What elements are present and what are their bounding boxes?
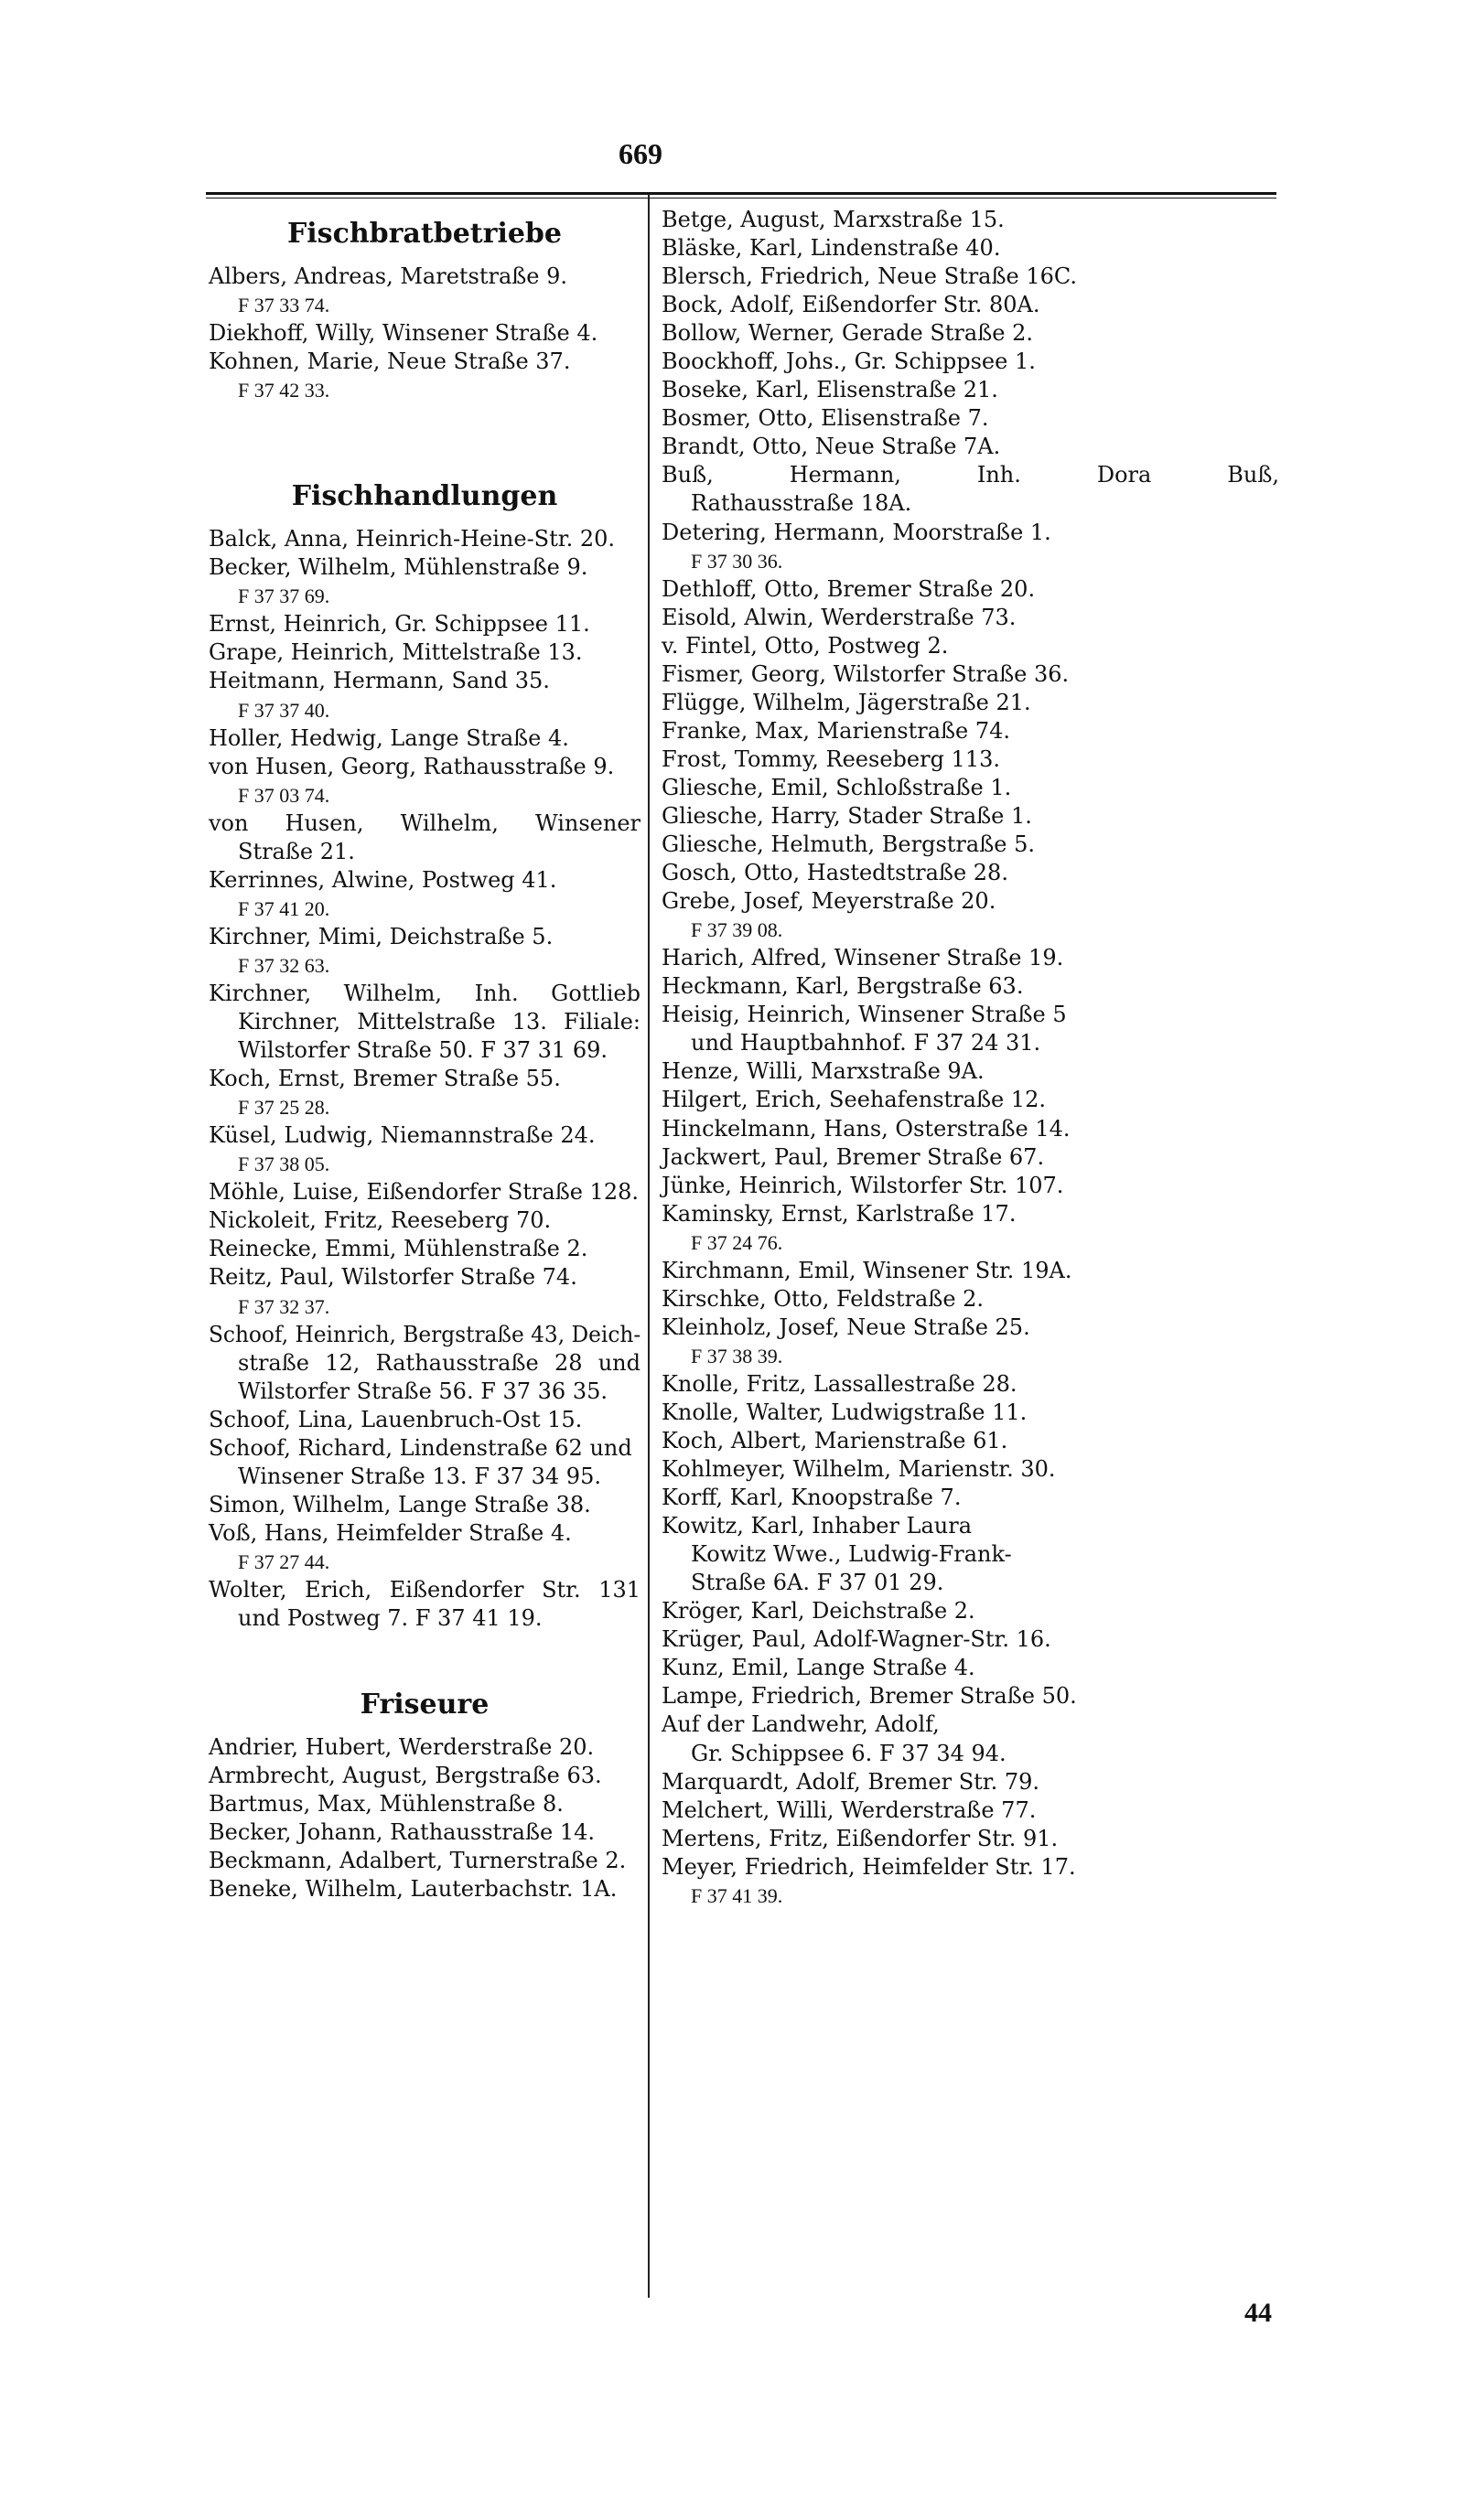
phone-line: F 37 37 40. — [238, 698, 330, 722]
entry-line: Gliesche, Emil, Schloßstraße 1. — [662, 774, 1012, 800]
entry-line: Wolter, Erich, Eißendorfer Str. 131 — [209, 1576, 640, 1603]
page-number: 669 — [619, 137, 662, 170]
entry-line: Henze, Willi, Marxstraße 9A. — [662, 1058, 985, 1085]
entry-line: Marquardt, Adolf, Bremer Str. 79. — [662, 1768, 1040, 1795]
phone-line: F 37 30 36. — [691, 549, 783, 573]
fischhandlungen-entries — [209, 525, 640, 1633]
entry-line: Balck, Anna, Heinrich-Heine-Str. 20. — [209, 526, 616, 552]
entry-continuation: straße 12, Rathausstraße 28 und — [238, 1349, 640, 1376]
entry-line: Flügge, Wilhelm, Jägerstraße 21. — [662, 689, 1031, 715]
entry-line: Lampe, Friedrich, Bremer Straße 50. — [662, 1683, 1077, 1710]
entry-line: Hinckelmann, Hans, Osterstraße 14. — [662, 1115, 1071, 1142]
entry-line: Heckmann, Karl, Bergstraße 63. — [662, 973, 1024, 1000]
entry-line: Becker, Johann, Rathausstraße 14. — [209, 1819, 596, 1846]
right-column — [662, 206, 1279, 1910]
entry-line: Diekhoff, Willy, Winsener Straße 4. — [209, 320, 598, 347]
entry-line: Buß, Hermann, Inh. Dora Buß, — [662, 462, 1279, 488]
phone-line: F 37 42 33. — [238, 379, 330, 402]
entry-line: von Husen, Georg, Rathausstraße 9. — [209, 753, 615, 779]
entry-continuation: Straße 21. — [238, 838, 355, 864]
entry-line: Bartmus, Max, Mühlenstraße 8. — [209, 1791, 564, 1818]
entry-continuation: Wilstorfer Straße 50. F 37 31 69. — [238, 1037, 608, 1064]
entry-line: Küsel, Ludwig, Niemannstraße 24. — [209, 1122, 596, 1149]
entry-line: Kleinholz, Josef, Neue Straße 25. — [662, 1314, 1030, 1340]
entry-line: Möhle, Luise, Eißendorfer Straße 128. — [209, 1179, 639, 1206]
phone-line: F 37 32 37. — [238, 1294, 330, 1318]
entry-line: Schoof, Lina, Lauenbruch-Ost 15. — [209, 1406, 583, 1432]
entry-line: Bock, Adolf, Eißendorfer Str. 80A. — [662, 292, 1040, 318]
entry-line: Grape, Heinrich, Mittelstraße 13. — [209, 639, 583, 666]
entry-line: Beneke, Wilhelm, Lauterbachstr. 1A. — [209, 1876, 618, 1903]
entry-line: Kohlmeyer, Wilhelm, Marienstr. 30. — [662, 1456, 1056, 1483]
entry-line: Fismer, Georg, Wilstorfer Straße 36. — [662, 660, 1070, 687]
entry-continuation: Kowitz Wwe., Ludwig-Frank- — [691, 1541, 1012, 1568]
section-heading-fischbratbetriebe: Fischbratbetriebe — [286, 218, 562, 250]
header-rule — [206, 192, 1276, 195]
entry-continuation: und Postweg 7. F 37 41 19. — [238, 1605, 543, 1632]
entry-line: Kohnen, Marie, Neue Straße 37. — [209, 349, 571, 375]
entry-line: Korff, Karl, Knoopstraße 7. — [662, 1485, 962, 1511]
entry-continuation: Kirchner, Mittelstraße 13. Filiale: — [238, 1009, 640, 1035]
section-heading-fischhandlungen: Fischhandlungen — [291, 480, 558, 513]
entry-line: Franke, Max, Marienstraße 74. — [662, 717, 1011, 744]
entry-line: Grebe, Josef, Meyerstraße 20. — [662, 888, 996, 915]
entry-line: Kowitz, Karl, Inhaber Laura — [662, 1513, 972, 1539]
entry-line: Boseke, Karl, Elisenstraße 21. — [662, 377, 998, 403]
phone-line: F 37 24 76. — [691, 1230, 783, 1254]
phone-line: F 37 41 39. — [691, 1883, 783, 1907]
entry-line: Detering, Hermann, Moorstraße 1. — [662, 519, 1051, 545]
entry-line: Schoof, Heinrich, Bergstraße 43, Deich- — [209, 1321, 641, 1347]
phone-line: F 37 39 08. — [691, 918, 783, 942]
left-column — [209, 206, 640, 1903]
entry-line: v. Fintel, Otto, Postweg 2. — [662, 632, 949, 659]
entry-continuation: Rathausstraße 18A. — [691, 490, 912, 517]
entry-line: Betge, August, Marxstraße 15. — [662, 207, 1005, 232]
entry-line: Gliesche, Helmuth, Bergstraße 5. — [662, 831, 1035, 858]
entry-line: Beckmann, Adalbert, Turnerstraße 2. — [209, 1848, 627, 1874]
column-divider — [648, 194, 650, 2298]
phone-line: F 37 41 20. — [238, 896, 330, 920]
entry-continuation: Wilstorfer Straße 56. F 37 36 35. — [238, 1378, 608, 1404]
phone-line: F 37 25 28. — [238, 1096, 330, 1120]
entry-line: Dethloff, Otto, Bremer Straße 20. — [662, 575, 1036, 602]
entry-line: Kröger, Karl, Deichstraße 2. — [662, 1598, 975, 1625]
entry-line: Frost, Tommy, Reeseberg 113. — [662, 745, 1000, 772]
entry-line: Meyer, Friedrich, Heimfelder Str. 17. — [662, 1853, 1076, 1880]
entry-line: Koch, Albert, Marienstraße 61. — [662, 1428, 1008, 1454]
entry-line: Jünke, Heinrich, Wilstorfer Str. 107. — [662, 1172, 1064, 1198]
fischbratbetriebe-entries — [209, 263, 640, 404]
entry-line: Kirschke, Otto, Feldstraße 2. — [662, 1285, 985, 1312]
entry-line: Eisold, Alwin, Werderstraße 73. — [662, 604, 1017, 630]
entry-line: Reitz, Paul, Wilstorfer Straße 74. — [209, 1264, 577, 1291]
entry-line: Harich, Alfred, Winsener Straße 19. — [662, 945, 1064, 971]
phone-line: F 37 27 44. — [238, 1550, 330, 1573]
entry-line: Becker, Wilhelm, Mühlenstraße 9. — [209, 554, 588, 581]
entry-line: Koch, Ernst, Bremer Straße 55. — [209, 1066, 561, 1092]
entry-line: Schoof, Richard, Lindenstraße 62 und — [209, 1434, 632, 1461]
phone-line: F 37 03 74. — [238, 783, 330, 807]
entry-line: Melchert, Willi, Werderstraße 77. — [662, 1796, 1037, 1823]
entry-line: Jackwert, Paul, Bremer Straße 67. — [662, 1143, 1045, 1170]
friseure-entries — [209, 1733, 640, 1903]
entry-line: Heitmann, Hermann, Sand 35. — [209, 668, 550, 694]
phone-line: F 37 38 05. — [238, 1153, 330, 1176]
entry-line: Kirchmann, Emil, Winsener Str. 19A. — [662, 1257, 1072, 1283]
entry-continuation: Winsener Straße 13. F 37 34 95. — [238, 1463, 601, 1489]
entry-line: von Husen, Wilhelm, Winsener — [209, 810, 640, 836]
entry-line: Holler, Hedwig, Lange Straße 4. — [209, 724, 569, 751]
entry-line: Simon, Wilhelm, Lange Straße 38. — [209, 1491, 591, 1517]
entry-line: Mertens, Fritz, Eißendorfer Str. 91. — [662, 1825, 1059, 1851]
entry-continuation: Gr. Schippsee 6. F 37 34 94. — [691, 1740, 1006, 1766]
entry-line: Knolle, Walter, Ludwigstraße 11. — [662, 1399, 1028, 1425]
entry-line: Armbrecht, August, Bergstraße 63. — [209, 1763, 602, 1789]
entry-continuation: und Hauptbahnhof. F 37 24 31. — [691, 1030, 1041, 1056]
entry-line: Brandt, Otto, Neue Straße 7A. — [662, 434, 1001, 460]
entry-line: Bollow, Werner, Gerade Straße 2. — [662, 320, 1033, 347]
entry-line: Gosch, Otto, Hastedtstraße 28. — [662, 860, 1008, 886]
entry-line: Heisig, Heinrich, Winsener Straße 5 — [662, 1002, 1067, 1028]
entry-continuation: Straße 6A. F 37 01 29. — [691, 1570, 944, 1596]
footer-number: 44 — [1244, 2298, 1272, 2328]
entry-line: Nickoleit, Fritz, Reeseberg 70. — [209, 1207, 552, 1234]
entry-line: Blersch, Friedrich, Neue Straße 16C. — [662, 263, 1078, 290]
phone-line: F 37 33 74. — [238, 294, 330, 317]
entry-line: Auf der Landwehr, Adolf, — [662, 1711, 940, 1738]
entry-line: Bläske, Karl, Lindenstraße 40. — [662, 235, 1001, 262]
phone-line: F 37 37 69. — [238, 584, 330, 608]
entry-line: Ernst, Heinrich, Gr. Schippsee 11. — [209, 611, 590, 638]
entry-line: Kunz, Emil, Lange Straße 4. — [662, 1655, 975, 1681]
phone-line: F 37 32 63. — [238, 953, 330, 977]
entry-line: Voß, Hans, Heimfelder Straße 4. — [209, 1519, 572, 1546]
entry-line: Bosmer, Otto, Elisenstraße 7. — [662, 405, 989, 432]
entry-line: Gliesche, Harry, Stader Straße 1. — [662, 802, 1032, 829]
entry-line: Kirchner, Mimi, Deichstraße 5. — [209, 923, 554, 949]
phone-line: F 37 38 39. — [691, 1344, 783, 1367]
entry-line: Kirchner, Wilhelm, Inh. Gottlieb — [209, 980, 640, 1006]
entry-line: Reinecke, Emmi, Mühlenstraße 2. — [209, 1236, 588, 1262]
entry-line: Kaminsky, Ernst, Karlstraße 17. — [662, 1200, 1017, 1227]
entry-line: Kerrinnes, Alwine, Postweg 41. — [209, 866, 557, 893]
entry-line: Andrier, Hubert, Werderstraße 20. — [209, 1734, 595, 1761]
section-heading-friseure: Friseure — [360, 1689, 490, 1721]
entry-line: Knolle, Fritz, Lassallestraße 28. — [662, 1370, 1017, 1397]
entry-line: Albers, Andreas, Maretstraße 9. — [209, 263, 568, 289]
entry-line: Krüger, Paul, Adolf-Wagner-Str. 16. — [662, 1626, 1051, 1653]
entry-line: Boockhoff, Johs., Gr. Schippsee 1. — [662, 349, 1036, 375]
entry-line: Hilgert, Erich, Seehafenstraße 12. — [662, 1087, 1046, 1113]
